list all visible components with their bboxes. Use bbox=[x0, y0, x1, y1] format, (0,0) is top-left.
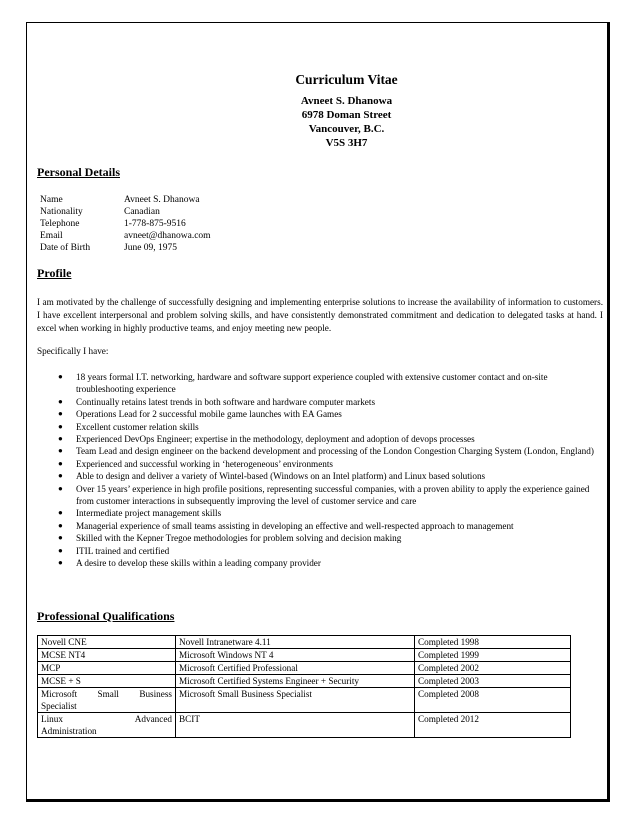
detail-value: Avneet S. Dhanowa bbox=[124, 195, 200, 205]
list-item: ● 18 years formal I.T. networking, hardware and software support experience coupled with extensive customer contact and on-site troubleshooting experience bbox=[58, 372, 548, 395]
bullet-icon: ● bbox=[58, 520, 63, 530]
table-row bbox=[38, 713, 571, 738]
profile-intro: Specifically I have: bbox=[37, 346, 109, 356]
cert-line-1: Microsoft Small Business bbox=[41, 689, 172, 699]
personal-details-list bbox=[40, 194, 211, 254]
detail-row-dob bbox=[40, 242, 211, 254]
list-item: ● Skilled with the Kepner Tregoe methodologies for problem solving and decision making bbox=[58, 533, 402, 544]
desc-cell: Microsoft Certified Systems Engineer + Security bbox=[176, 675, 415, 688]
cv-header bbox=[0, 72, 638, 150]
cert-cell bbox=[38, 713, 176, 738]
list-item: ● Team Lead and design engineer on the backend development and processing of the London Congestion Charging System (London, England) bbox=[58, 446, 594, 457]
bullet-icon: ● bbox=[58, 508, 63, 518]
desc-cell: Microsoft Small Business Specialist bbox=[176, 688, 415, 713]
candidate-name: Avneet S. Dhanowa bbox=[300, 95, 393, 107]
table-row bbox=[38, 688, 571, 713]
detail-row-nationality bbox=[40, 206, 211, 218]
bullet-icon: ● bbox=[58, 409, 63, 419]
qualifications-heading: Professional Qualifications bbox=[37, 609, 175, 623]
list-item: ● Experienced DevOps Engineer; expertise in the methodology, deployment and adoption of devops processes bbox=[58, 434, 475, 445]
detail-label: Email bbox=[40, 231, 63, 241]
status-cell: Completed 2002 bbox=[415, 662, 571, 675]
detail-value: Canadian bbox=[124, 207, 160, 217]
cert-cell: MCSE NT4 bbox=[38, 649, 176, 662]
bullet-icon: ● bbox=[58, 458, 63, 468]
list-item: ● Excellent customer relation skills bbox=[58, 421, 199, 432]
qualifications-table bbox=[37, 635, 571, 738]
bullet-icon: ● bbox=[58, 471, 63, 481]
profile-heading: Profile bbox=[37, 266, 72, 280]
bullet-icon: ● bbox=[58, 483, 63, 493]
bullet-icon: ● bbox=[58, 396, 63, 406]
cert-cell: MCSE + S bbox=[38, 675, 176, 688]
list-item: ● Able to design and deliver a variety of Wintel-based (Windows on an Intel platform) and Linux based solutions bbox=[58, 471, 486, 482]
profile-paragraph: I am motivated by the challenge of successfully designing and implementing enterprise solutions to increase the availability of information to customers. I have excellent interpersonal and problem solving skills, and have consistently demonstrated commitment and dedication to delegated tasks at hand. I excel when working in highly productive teams, and enjoy meeting new people. bbox=[37, 297, 603, 333]
desc-cell: BCIT bbox=[176, 713, 415, 738]
address-city: Vancouver, B.C. bbox=[308, 123, 385, 135]
list-item: ● Over 15 years’ experience in high profile positions, representing successful companies, with a proven ability to apply the experience gained from customer interactions in subsequently improving the level of customer service and care bbox=[58, 483, 590, 507]
detail-label: Telephone bbox=[40, 219, 80, 229]
status-cell: Completed 1998 bbox=[415, 636, 571, 649]
cert-line-2: Administration bbox=[41, 726, 97, 736]
status-cell: Completed 2003 bbox=[415, 675, 571, 688]
detail-label: Name bbox=[40, 195, 63, 205]
detail-label: Date of Birth bbox=[40, 243, 91, 253]
status-cell: Completed 1999 bbox=[415, 649, 571, 662]
detail-value: 1-778-875-9516 bbox=[124, 219, 186, 229]
bullet-icon: ● bbox=[58, 558, 63, 568]
status-cell: Completed 2008 bbox=[415, 688, 571, 713]
detail-row-telephone bbox=[40, 218, 211, 230]
table-row bbox=[38, 636, 571, 649]
detail-row-email bbox=[40, 230, 211, 242]
cert-line-1: Linux Advanced bbox=[41, 714, 172, 724]
table-row bbox=[38, 649, 571, 662]
cert-cell: MCP bbox=[38, 662, 176, 675]
cert-cell: Novell CNE bbox=[38, 636, 176, 649]
bullet-icon: ● bbox=[58, 434, 63, 444]
list-item: ● Operations Lead for 2 successful mobile game launches with EA Games bbox=[58, 409, 342, 420]
cert-cell bbox=[38, 688, 176, 713]
list-item: ● Continually retains latest trends in both software and hardware computer markets bbox=[58, 396, 376, 407]
address-street: 6978 Doman Street bbox=[301, 109, 392, 121]
bullet-icon: ● bbox=[58, 446, 63, 456]
table-row bbox=[38, 662, 571, 675]
bullet-icon: ● bbox=[58, 545, 63, 555]
desc-cell: Microsoft Windows NT 4 bbox=[176, 649, 415, 662]
list-item: ● A desire to develop these skills within a leading company provider bbox=[58, 558, 321, 569]
detail-row-name bbox=[40, 194, 211, 206]
cv-title: Curriculum Vitae bbox=[295, 72, 398, 87]
skills-list bbox=[58, 371, 603, 570]
list-item: ● Experienced and successful working in ‘heterogeneous’ environments bbox=[58, 458, 333, 469]
cert-line-2: Specialist bbox=[41, 701, 77, 711]
bullet-icon: ● bbox=[58, 421, 63, 431]
list-item: ● Managerial experience of small teams assisting in developing an effective and well-respected approach to management bbox=[58, 520, 514, 531]
detail-label: Nationality bbox=[40, 207, 83, 217]
table-row bbox=[38, 675, 571, 688]
bullet-icon: ● bbox=[58, 372, 63, 381]
detail-value: avneet@dhanowa.com bbox=[124, 231, 211, 241]
detail-value: June 09, 1975 bbox=[124, 243, 178, 253]
bullet-icon: ● bbox=[58, 533, 63, 543]
desc-cell: Microsoft Certified Professional bbox=[176, 662, 415, 675]
list-item: ● ITIL trained and certified bbox=[58, 545, 170, 556]
address-postcode: V5S 3H7 bbox=[325, 137, 368, 149]
personal-details-heading: Personal Details bbox=[37, 165, 120, 179]
desc-cell: Novell Intranetware 4.11 bbox=[176, 636, 415, 649]
status-cell: Completed 2012 bbox=[415, 713, 571, 738]
list-item: ● Intermediate project management skills bbox=[58, 508, 222, 519]
